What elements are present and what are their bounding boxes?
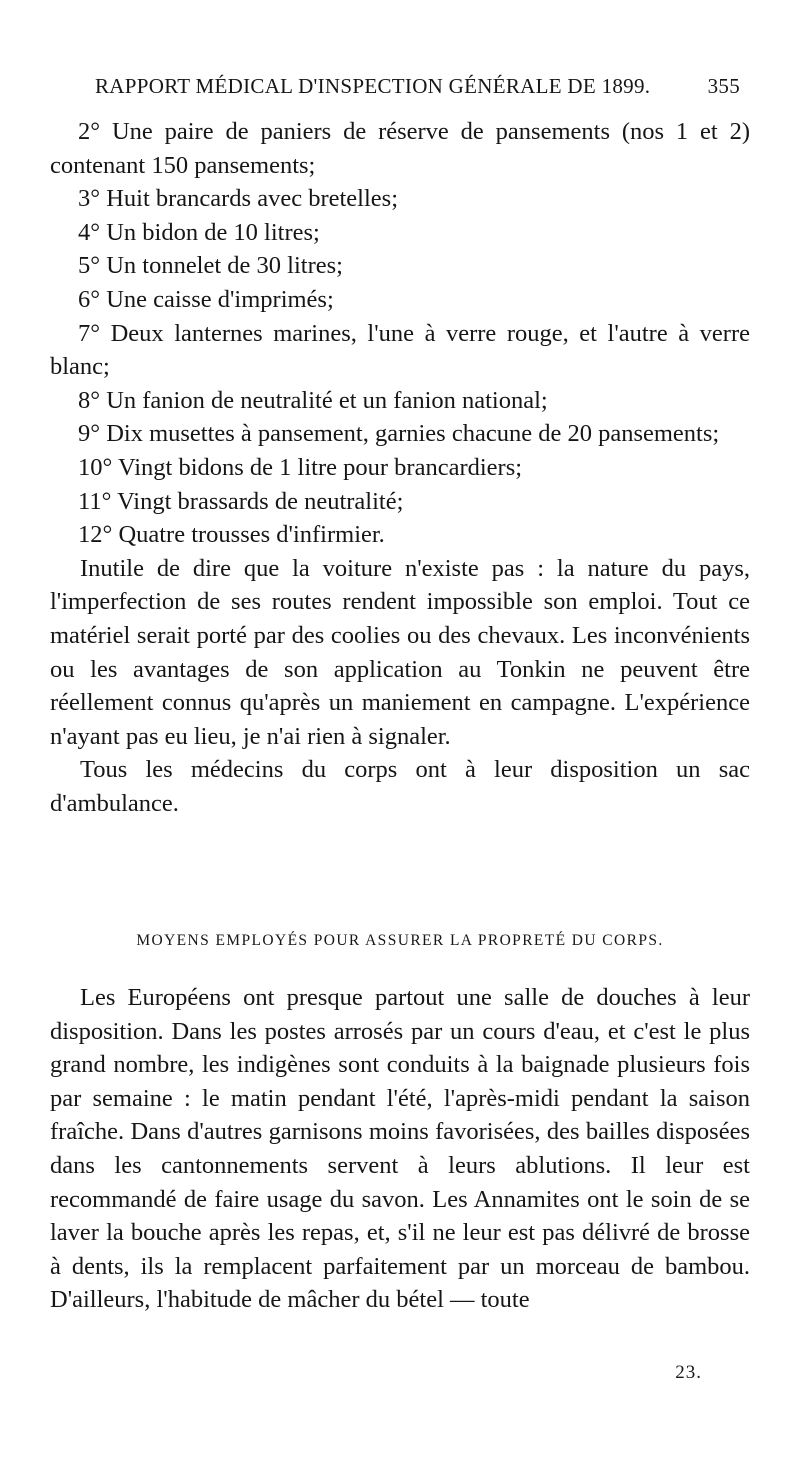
list-item-number: 5°: [78, 252, 101, 280]
body-paragraph: Les Européens ont presque partout une salle de douches à leur disposition. Dans les postes arrosés par un cours d'eau, et c'est le plus grand nombre, les indigènes sont conduits à la baignade plusieurs fois par semaine : le matin pendant l'été, l'après-midi pendant la saison fraîche. Dans d'autres garnisons moins favorisées, des bailles disposées dans les cantonnements servent à leurs ablutions. Il leur est recommandé de faire usage du savon. Les Annamites ont le soin de se laver la bouche après les repas, et, s'il ne leur est pas délivré de brosse à dents, ils la remplacent parfaitement par un morceau de bambou. D'ailleurs, l'habitude de mâcher du bétel — toute: [50, 984, 750, 1314]
list-item-number: 8°: [78, 386, 101, 414]
list-item-text: Huit brancards avec bretelles;: [106, 185, 399, 213]
section-body: [50, 981, 750, 1317]
list-item-text: Dix musettes à pansement, garnies chacune de 20 pansements;: [106, 420, 720, 448]
list-item-number: 10°: [78, 453, 113, 481]
body-paragraph: Tous les médecins du corps ont à leur disposition un sac d'ambulance.: [50, 756, 750, 817]
list-item-number: 2°: [78, 118, 101, 145]
list-item-text: Une caisse d'imprimés;: [106, 285, 334, 313]
page-number: 355: [707, 74, 740, 98]
list-item-text: Un tonnelet de 30 litres;: [106, 252, 343, 280]
list-item: [50, 182, 750, 216]
list-item: [50, 485, 750, 519]
list-item-text: Deux lanternes marines, l'une à verre rouge, et l'autre à verre blanc;: [50, 319, 750, 381]
running-head: [95, 74, 740, 104]
list-item-number: 6°: [78, 285, 101, 313]
running-head-title: RAPPORT MÉDICAL D'INSPECTION GÉNÉRALE DE 1899.: [95, 74, 651, 98]
list-item-text: Une paire de paniers de réserve de pansements (nos 1 et 2) contenant 150 pansements;: [50, 118, 750, 179]
list-item: [50, 417, 750, 451]
list-item-number: 7°: [78, 319, 101, 347]
list-item: [50, 384, 750, 418]
list-item: [50, 283, 750, 317]
list-item-text: Vingt brassards de neutralité;: [117, 487, 404, 515]
body-paragraph: Inutile de dire que la voiture n'existe pas : la nature du pays, l'imperfection de ses routes rendent impossible son emploi. Tout ce matériel serait porté par des coolies ou des chevaux. Les inconvénients ou les avantages de son application au Tonkin ne peuvent être réellement connus qu'après un maniement en campagne. L'expérience n'ayant pas eu lieu, je n'ai rien à signaler.: [50, 554, 750, 750]
signature-mark: 23.: [675, 1362, 702, 1383]
list-item-text: Un bidon de 10 litres;: [106, 218, 320, 246]
list-item: [50, 249, 750, 283]
list-item: [50, 317, 750, 384]
list-item-number: 4°: [78, 218, 101, 246]
equipment-list: [50, 115, 750, 820]
list-item-text: Un fanion de neutralité et un fanion national;: [106, 386, 548, 414]
list-item: [50, 518, 750, 552]
list-item-number: 3°: [78, 185, 101, 213]
list-item-text: Quatre trousses d'infirmier.: [118, 521, 385, 549]
list-item-text: Vingt bidons de 1 litre pour brancardiers;: [118, 453, 523, 481]
section-heading: MOYENS EMPLOYÉS POUR ASSURER LA PROPRETÉ DU CORPS.: [136, 932, 664, 949]
list-item-number: 9°: [78, 420, 101, 448]
list-item: [50, 216, 750, 250]
list-item: [50, 451, 750, 485]
list-item-number: 11°: [78, 487, 112, 515]
list-item-number: 12°: [78, 521, 113, 549]
list-item: [50, 115, 750, 182]
